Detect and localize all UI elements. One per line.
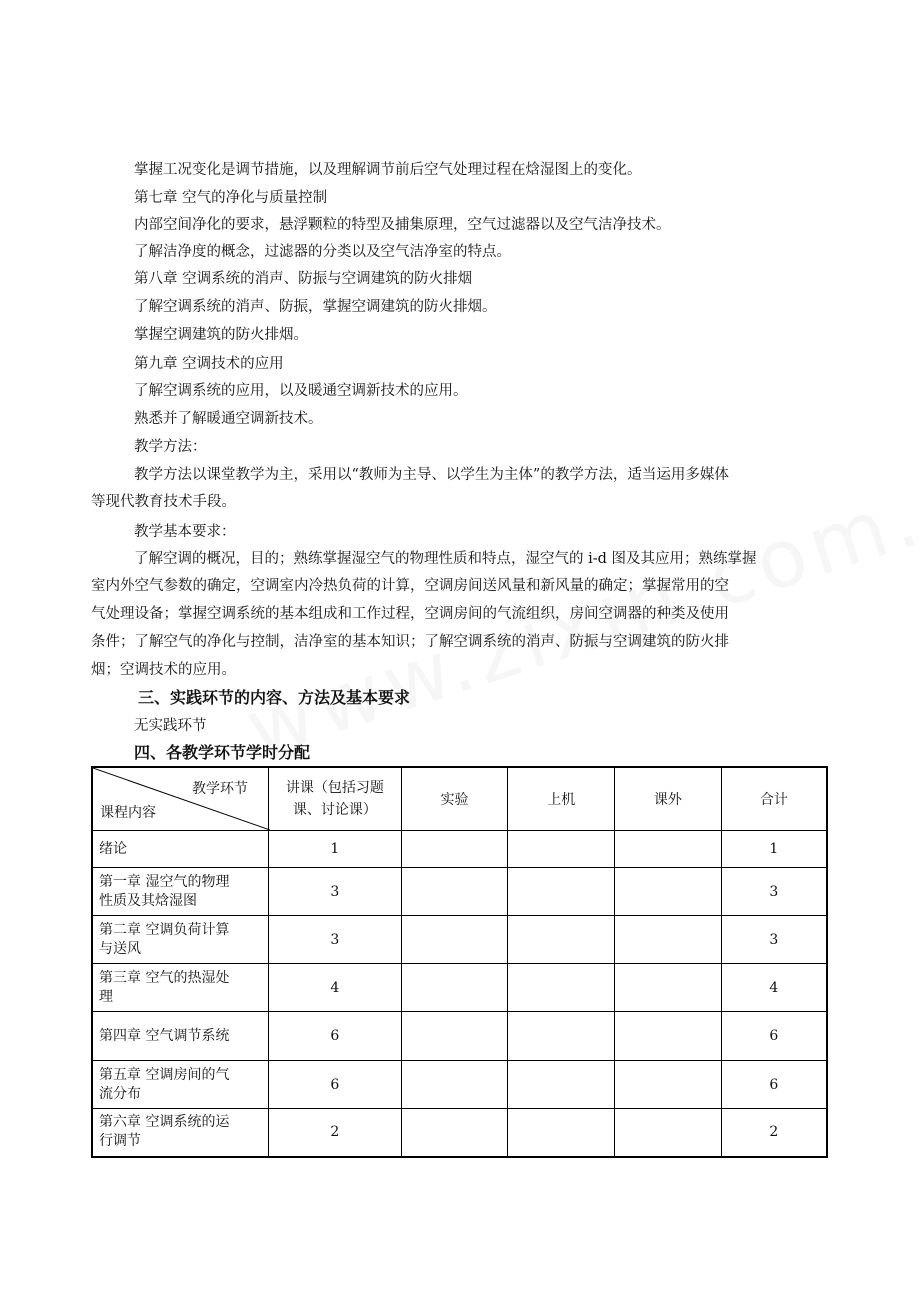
cell-total: 2 xyxy=(721,1109,827,1157)
cell-total: 6 xyxy=(721,1061,827,1109)
diagonal-header-cell xyxy=(92,767,269,831)
cell-lecture: 1 xyxy=(269,831,402,868)
row-label-line: 流分布 xyxy=(99,1085,141,1102)
cell-total: 1 xyxy=(721,831,827,868)
cell-computer xyxy=(508,1109,615,1157)
table-header-row xyxy=(92,767,827,831)
cell-extra xyxy=(615,831,722,868)
method-text-cont: 等现代教育技术手段。 xyxy=(91,494,236,510)
cell-total: 4 xyxy=(721,964,827,1012)
cell-lecture: 4 xyxy=(269,964,402,1012)
cell-lab xyxy=(401,1012,508,1061)
row-label-line: 行调节 xyxy=(99,1133,141,1150)
cell-lecture: 2 xyxy=(269,1109,402,1157)
table-row xyxy=(92,1061,827,1109)
paragraph: 了解空调系统的消声、防振，掌握空调建筑的防火排烟。 xyxy=(134,299,497,315)
cell-extra xyxy=(615,1061,722,1109)
row-label-line: 第五章 空调房间的气 xyxy=(99,1066,230,1083)
cell-computer xyxy=(508,916,615,964)
table-row xyxy=(92,964,827,1012)
requirements-text: 了解空调的概况，目的；熟练掌握湿空气的物理性质和特点，湿空气的 i-d 图及其应用；熟练掌握 xyxy=(134,551,757,567)
row-label-line: 性质及其焓湿图 xyxy=(99,892,197,909)
hours-table xyxy=(91,766,828,1158)
chapter-heading: 第九章 空调技术的应用 xyxy=(134,356,284,372)
cell-lab xyxy=(401,1109,508,1157)
section4-heading: 四、各教学环节学时分配 xyxy=(134,743,311,762)
cell-lecture: 6 xyxy=(269,1061,402,1109)
cell-extra xyxy=(615,916,722,964)
row-label xyxy=(92,964,269,1012)
cell-extra xyxy=(615,1109,722,1157)
cell-lecture: 3 xyxy=(269,868,402,916)
cell-extra xyxy=(615,1012,722,1061)
section3-text: 无实践环节 xyxy=(134,718,207,734)
paragraph: 掌握工况变化是调节措施，以及理解调节前后空气处理过程在焓湿图上的变化。 xyxy=(134,162,642,178)
row-label-line: 理 xyxy=(99,988,113,1005)
row-label xyxy=(92,1012,269,1061)
header-total: 合计 xyxy=(721,767,827,831)
cell-computer xyxy=(508,831,615,868)
row-label-line: 第一章 湿空气的物理 xyxy=(99,873,230,890)
requirements-text: 条件；了解空气的净化与控制，洁净室的基本知识；了解空调系统的消声、防振与空调建筑的防火排 xyxy=(91,634,729,650)
method-text: 教学方法以课堂教学为主，采用以“教师为主导、以学生为主体”的教学方法，适当运用多媒体 xyxy=(134,467,729,483)
paragraph: 了解空调系统的应用，以及暖通空调新技术的应用。 xyxy=(134,383,468,399)
table-row xyxy=(92,1012,827,1061)
table-row xyxy=(92,916,827,964)
row-label-line: 与送风 xyxy=(99,940,141,957)
row-label-line: 第六章 空调系统的运 xyxy=(99,1114,230,1131)
cell-lab xyxy=(401,868,508,916)
cell-lab xyxy=(401,916,508,964)
header-course-content: 课程内容 xyxy=(100,805,156,821)
cell-computer xyxy=(508,1012,615,1061)
header-lecture xyxy=(269,767,402,831)
cell-computer xyxy=(508,868,615,916)
cell-total: 3 xyxy=(721,868,827,916)
requirements-text: 室内外空气参数的确定，空调室内冷热负荷的计算，空调房间送风量和新风量的确定；掌握常用的空 xyxy=(91,578,729,594)
chapter-heading: 第七章 空气的净化与质量控制 xyxy=(134,190,328,206)
header-lecture-line1: 讲课（包括习题 xyxy=(285,780,384,796)
table-row xyxy=(92,831,827,868)
requirements-text: 烟；空调技术的应用。 xyxy=(91,662,236,678)
header-lecture-line2: 课、讨论课） xyxy=(292,802,377,818)
cell-lecture: 6 xyxy=(269,1012,402,1061)
row-label xyxy=(92,916,269,964)
cell-lecture: 3 xyxy=(269,916,402,964)
header-computer: 上机 xyxy=(508,767,615,831)
paragraph: 掌握空调建筑的防火排烟。 xyxy=(134,327,308,343)
row-label-line: 绪论 xyxy=(99,840,127,857)
header-extracurricular: 课外 xyxy=(615,767,722,831)
row-label-line: 第三章 空气的热湿处 xyxy=(99,969,230,986)
cell-computer xyxy=(508,964,615,1012)
cell-total: 6 xyxy=(721,1012,827,1061)
row-label xyxy=(92,1109,269,1157)
header-teaching-section: 教学环节 xyxy=(192,781,249,797)
cell-lab xyxy=(401,1061,508,1109)
row-label xyxy=(92,1061,269,1109)
cell-lab xyxy=(401,831,508,868)
section3-heading: 三、实践环节的内容、方法及基本要求 xyxy=(138,688,411,707)
row-label-line: 第四章 空气调节系统 xyxy=(99,1027,230,1044)
paragraph: 了解洁净度的概念，过滤器的分类以及空气洁净室的特点。 xyxy=(134,244,511,260)
cell-lab xyxy=(401,964,508,1012)
header-lab: 实验 xyxy=(401,767,508,831)
cell-extra xyxy=(615,868,722,916)
table-row xyxy=(92,868,827,916)
row-label xyxy=(92,831,269,868)
requirements-text: 气处理设备；掌握空调系统的基本组成和工作过程，空调房间的气流组织，房间空调器的种类及使用 xyxy=(91,606,729,622)
cell-total: 3 xyxy=(721,916,827,964)
label-requirements: 教学基本要求： xyxy=(134,524,236,540)
table-row xyxy=(92,1109,827,1157)
row-label xyxy=(92,868,269,916)
paragraph: 内部空间净化的要求，悬浮颗粒的特型及捕集原理，空气过滤器以及空气洁净技术。 xyxy=(134,217,671,233)
cell-extra xyxy=(615,964,722,1012)
row-label-line: 第二章 空调负荷计算 xyxy=(99,921,230,938)
chapter-heading: 第八章 空调系统的消声、防振与空调建筑的防火排烟 xyxy=(134,271,473,287)
cell-computer xyxy=(508,1061,615,1109)
paragraph: 熟悉并了解暖通空调新技术。 xyxy=(134,411,323,427)
label-teaching-method: 教学方法： xyxy=(134,439,207,455)
